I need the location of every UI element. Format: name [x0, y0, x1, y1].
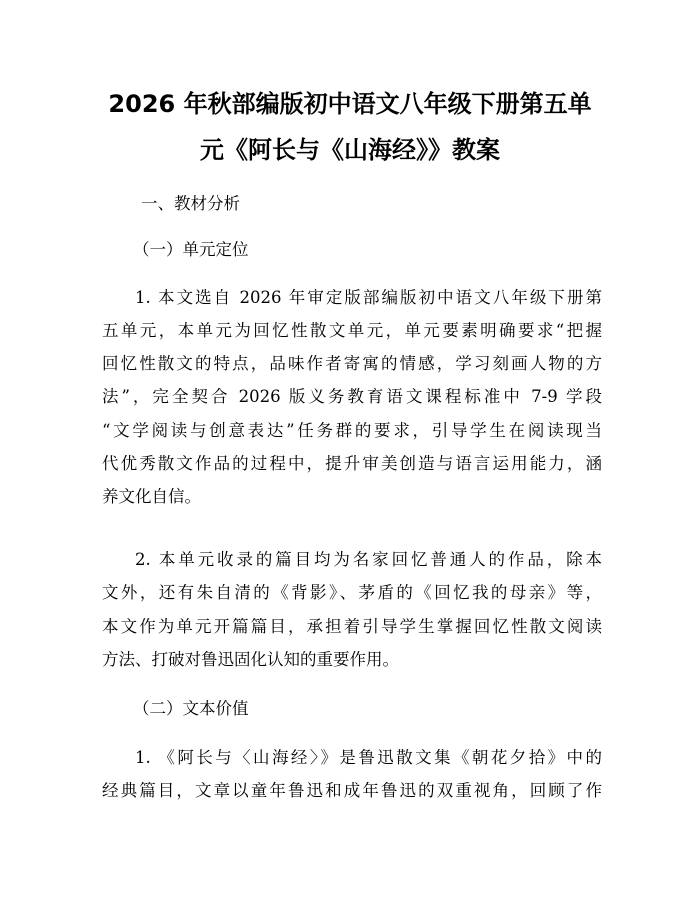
paragraph-2-line: 本文作为单元开篇篇目，承担着引导学生掌握回忆性散文阅读	[102, 617, 602, 636]
subsection-heading-2: （二）文本价值	[133, 699, 249, 718]
paragraph-1-line: 五单元，本单元为回忆性散文单元，单元要素明确要求“把握	[102, 321, 602, 340]
paragraph-1-line: 回忆性散文的特点，品味作者寄寓的情感，学习刻画人物的方	[102, 354, 602, 373]
subsection-heading-1: （一）单元定位	[133, 240, 249, 259]
paragraph-1-line: 养文化自信。	[102, 487, 201, 506]
paragraph-1-line: 代优秀散文作品的过程中，提升审美创造与语言运用能力，涵	[102, 454, 602, 473]
paragraph-3-line: 1. 《阿长与〈山海经〉》是鲁迅散文集《朝花夕拾》中的	[135, 748, 602, 767]
paragraph-2-line: 2. 本单元收录的篇目均为名家回忆普通人的作品，除本	[135, 550, 602, 569]
paragraph-2-line: 方法、打破对鲁迅固化认知的重要作用。	[102, 650, 399, 669]
paragraph-2-line: 文外，还有朱自清的《背影》、茅盾的《回忆我的母亲》等，	[102, 583, 602, 602]
paragraph-3-line: 经典篇目，文章以童年鲁迅和成年鲁迅的双重视角，回顾了作	[102, 781, 602, 800]
paragraph-1-line: 法”，完全契合 2026 版义务教育语文课程标准中 7-9 学段	[102, 387, 602, 406]
section-heading: 一、教材分析	[141, 194, 240, 213]
paragraph-1-line: “文学阅读与创意表达”任务群的要求，引导学生在阅读现当	[102, 421, 602, 440]
document-title-line-2: 元《阿长与《山海经》》教案	[200, 136, 500, 164]
document-title-line-1: 2026 年秋部编版初中语文八年级下册第五单	[108, 90, 592, 118]
paragraph-1-line: 1. 本文选自 2026 年审定版部编版初中语文八年级下册第	[135, 288, 602, 307]
